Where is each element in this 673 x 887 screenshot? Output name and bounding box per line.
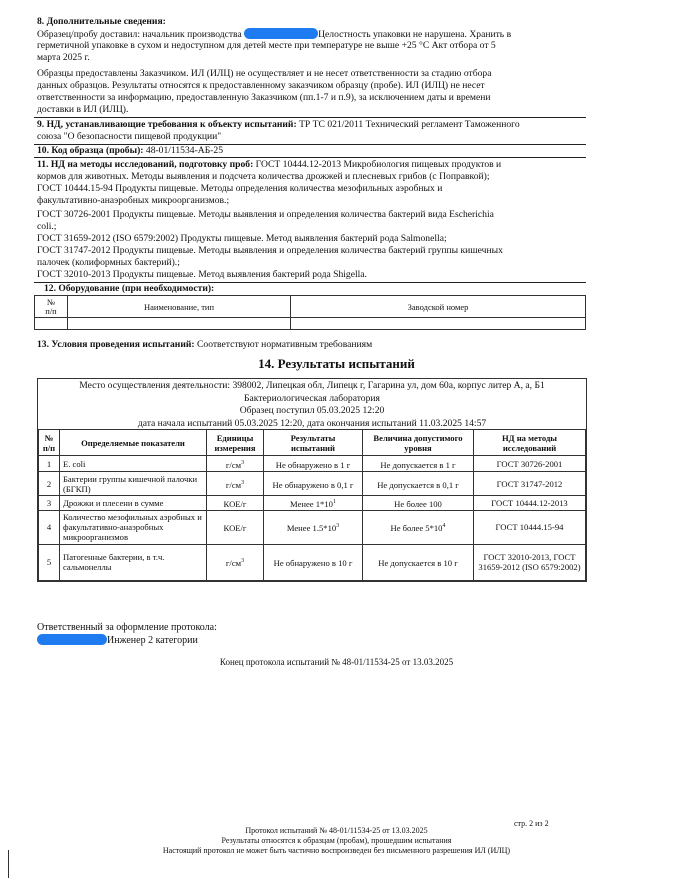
cell-allowed: Не более 100 [363,496,474,511]
redacted-name [244,28,318,39]
results-table [38,429,586,581]
section8-line1-before: Образец/пробу доставил: начальник производства [37,29,242,40]
section9-label: 9. НД, устанавливающие требования к объекту испытаний: [37,119,297,130]
section8-line6: ответственности за информацию, предоставленную Заказчиком (пп.1-7 и п.9), за исключением даты и времени [37,92,491,103]
equipment-col-num: № п/п [35,296,68,318]
cell-indicator: Бактерии группы кишечной палочки (БГКП) [60,472,207,496]
section8-title: 8. Дополнительные сведения: [37,16,166,27]
cell-method: ГОСТ 10444.12-2013 [474,496,586,511]
footer-line1: Протокол испытаний № 48-01/11534-25 от 13.03.2025 [245,826,428,835]
responsible-position-line [37,634,198,647]
col-units: Единицы измерения [207,430,264,456]
cell-result: Не обнаружено в 0,1 г [264,472,363,496]
table-row [39,510,586,544]
sample-code: 48-01/11534-АБ-25 [145,145,223,156]
results-received: Образец поступил 05.03.2025 12:20 [239,405,385,416]
col-result: Результаты испытаний [264,430,363,456]
equipment-col-serial: Заводской номер [291,296,586,318]
cell-result: Менее $1*10^1$ [264,496,363,511]
cell-method: ГОСТ 32010-2013, ГОСТ 31659-2012 (ISO 6579:2002) [474,544,586,580]
col-num: № п/п [39,430,60,456]
divider [34,157,586,158]
section11-line9: палочек (колиформных бактерий).; [37,257,180,268]
cell-unit: КОЕ/г [207,510,264,544]
cell-result: Не обнаружено в 10 г [264,544,363,580]
cell-num: 1 [39,456,60,472]
table-row [39,496,586,511]
responsible-position: Инженер 2 категории [107,635,198,646]
table-row [39,472,586,496]
redacted-name [37,634,107,645]
results-place: Место осуществления деятельности: 398002, Липецкая обл, Липецк г, Гагарина ул, дом 60а, корпус литер А, а, Б1 [79,380,545,391]
cell-unit: $г/см^3$ [207,544,264,580]
results-block [37,378,587,582]
equipment-cell [291,318,586,330]
section11-line10: ГОСТ 32010-2013 Продукты пищевые. Метод выявления бактерий рода Shigella. [37,269,367,280]
col-indicator: Определяемые показатели [60,430,207,456]
cell-indicator: Дрожжи и плесени в сумме [60,496,207,511]
table-row [39,456,586,472]
table-row [39,544,586,580]
responsible-label: Ответственный за оформление протокола: [37,622,217,633]
end-note: Конец протокола испытаний № 48-01/11534-25 от 13.03.2025 [219,657,454,667]
equipment-table [34,295,586,330]
section11-line4: факультативно-анаэробных микроорганизмов.; [37,195,230,206]
section11-line5: ГОСТ 30726-2001 Продукты пищевые. Методы выявления и определения количества бактерий вида Escherichia [37,209,494,220]
divider [34,117,586,118]
section11-line1: 11. НД на методы исследований, подготовку проб: ГОСТ 10444.12-2013 Микробиология пищевых продуктов и [37,159,502,170]
section11-label: 11. НД на методы исследований, подготовку проб: [37,159,254,170]
section13 [37,339,372,351]
section12-label: 12. Оборудование (при необходимости): [44,283,215,294]
section8-line4: Образцы предоставлены Заказчиком. ИЛ (ИЛЦ) не осуществляет и не несет ответственности за стадию отбора [37,68,492,79]
section8-line3: марта 2025 г. [37,52,90,63]
cell-allowed: Не допускается в 10 г [363,544,474,580]
section11-line8: ГОСТ 31747-2012 Продукты пищевые. Методы выявления и определения количества бактерий группы кишечных [37,245,503,256]
cell-result: Не обнаружено в 1 г [264,456,363,472]
col-method: НД на методы исследований [474,430,586,456]
cell-method: ГОСТ 10444.15-94 [474,510,586,544]
cell-indicator: Патогенные бактерии, в т.ч. сальмонеллы [60,544,207,580]
cell-unit: $г/см^3$ [207,472,264,496]
results-dates: дата начала испытаний 05.03.2025 12:20, дата окончания испытаний 11.03.2025 14:57 [137,417,487,429]
section8-line1-after: Целостность упаковки не нарушена. Хранить в [318,29,512,40]
section10 [37,145,223,157]
conditions-value: Соответствуют нормативным требованиям [197,339,373,350]
results-heading: 14. Результаты испытаний [258,356,415,371]
cell-result: Менее $1.5*10^3$ [264,510,363,544]
cell-indicator: E. coli [60,456,207,472]
section11-line7: ГОСТ 31659-2012 (ISO 6579:2002) Продукты пищевые. Метод выявления бактерий рода Salmonella; [37,233,447,244]
cell-method: ГОСТ 30726-2001 [474,456,586,472]
cell-allowed: Не более $5*10^4$ [363,510,474,544]
cell-method: ГОСТ 31747-2012 [474,472,586,496]
col-allowed: Величина допустимого уровня [363,430,474,456]
footer-line2: Результаты относятся к образцам (пробам), прошедшим испытания [221,836,452,845]
page-number: стр. 2 из 2 [514,819,549,828]
section13-label: 13. Условия проведения испытаний: [37,339,195,350]
footer-line3: Настоящий протокол не может быть частично воспроизведен без письменного разрешения ИЛ (ИЛЦ) [162,846,511,855]
cell-allowed: Не допускается в 1 г [363,456,474,472]
cell-num: 4 [39,510,60,544]
cell-allowed: Не допускается в 0,1 г [363,472,474,496]
section11-line2: кормов для животных. Методы выявления и подсчета количества дрожжей и плесневых грибов (с Поправкой); [37,171,490,182]
section10-label: 10. Код образца (пробы): [37,145,144,156]
section9-line2: союза "О безопасности пищевой продукции" [37,131,222,142]
cell-num: 2 [39,472,60,496]
scan-mark [8,850,9,878]
section9-value: ТР ТС 021/2011 Технический регламент Таможенного [299,119,520,130]
cell-unit: $г/см^3$ [207,456,264,472]
cell-unit: КОЕ/г [207,496,264,511]
equipment-cell [68,318,291,330]
cell-num: 3 [39,496,60,511]
section8-line2: герметичной упаковке в сухом и недоступном для детей месте при температуре не выше +25 °С Акт отбора от 5 [37,40,496,51]
section8-line7: доставки в ИЛ (ИЛЦ). [37,104,129,115]
section11-line3: ГОСТ 10444.15-94 Продукты пищевые. Методы определения количества мезофильных аэробных и [37,183,443,194]
results-lab: Бактериологическая лаборатория [244,392,380,404]
section9-line1 [37,119,520,131]
equipment-col-name: Наименование, тип [68,296,291,318]
section8-line5: данных образцов. Результаты относятся к предоставленному заказчиком образцу (пробе). ИЛ (ИЛЦ) не несет [37,80,485,91]
cell-indicator: Количество мезофильных аэробных и факультативно-анаэробных микроорганизмов [60,510,207,544]
section11-line6: coli.; [37,221,57,232]
equipment-cell [35,318,68,330]
cell-num: 5 [39,544,60,580]
